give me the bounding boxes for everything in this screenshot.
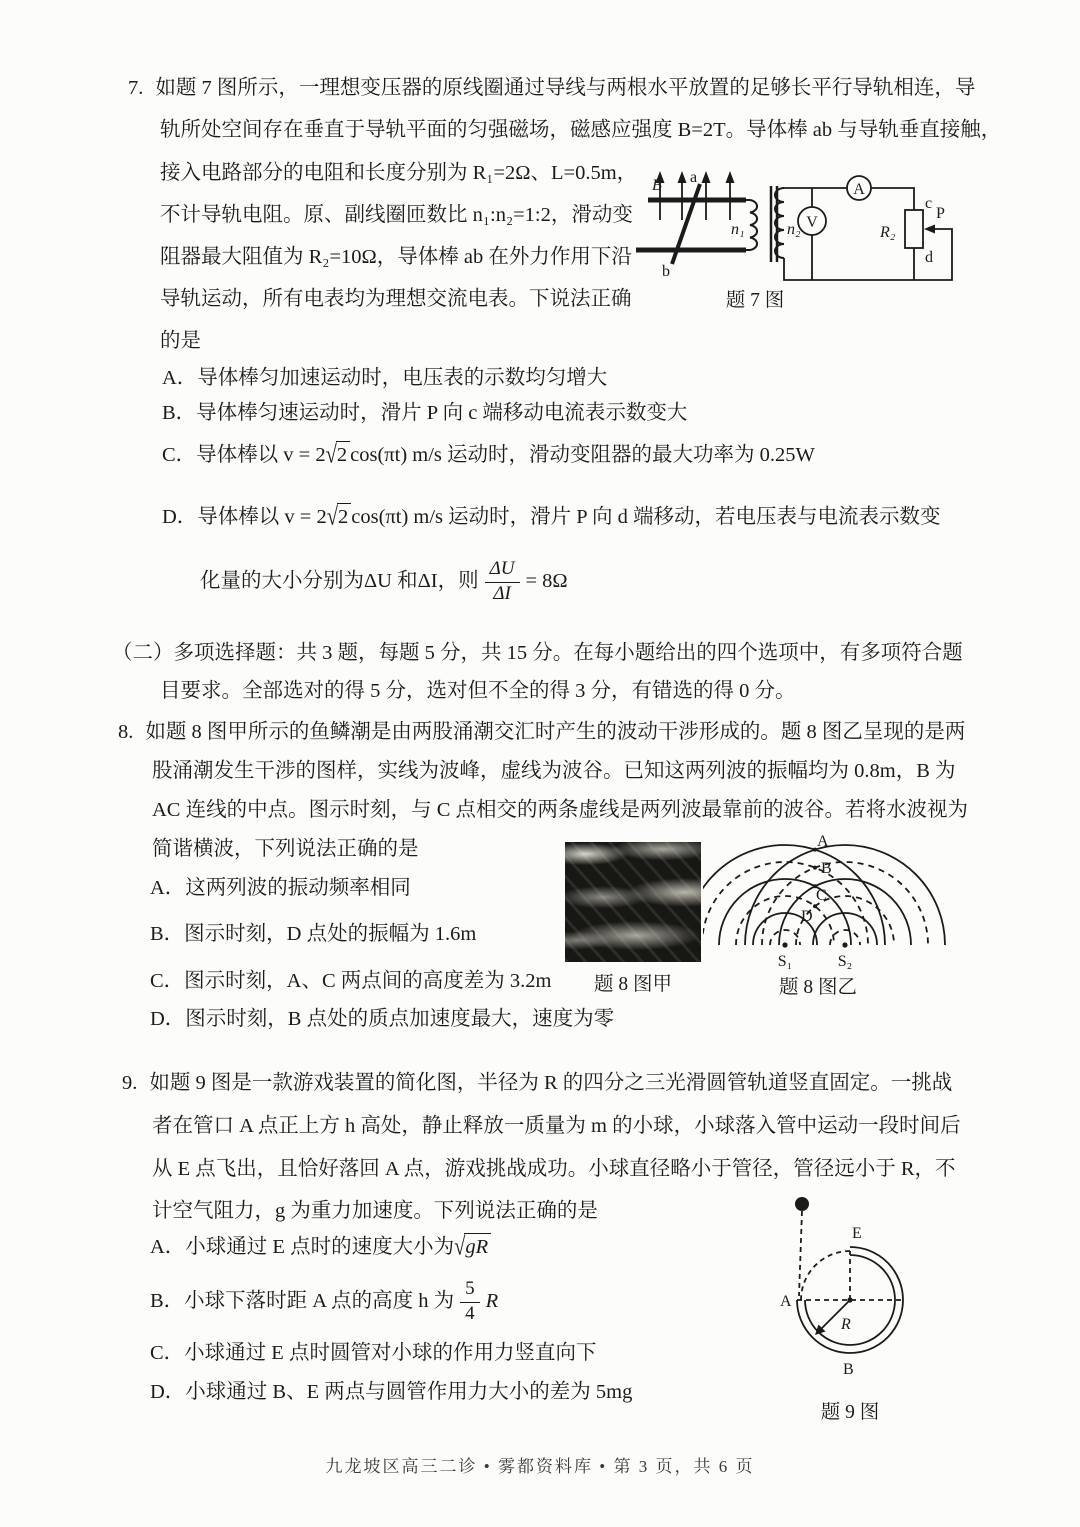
voltmeter-label: V <box>806 214 818 231</box>
q8-line-1 <box>118 720 965 746</box>
point-d-label: D <box>801 908 813 925</box>
q7-line-1 <box>128 76 975 102</box>
q9-figure-caption: 题 9 图 <box>820 1402 880 1423</box>
q8-option-a: A．这两列波的振动频率相同 <box>150 877 411 899</box>
fraction-5-4: $\frac{5}{4}$ <box>460 1279 480 1325</box>
q8-option-b: B．图示时刻，D 点处的振幅为 1.6m <box>150 923 477 945</box>
source-s2-label: S₂ <box>837 953 853 970</box>
point-c-label: C <box>816 887 827 904</box>
page-footer: 九龙坡区高三二诊 • 雾都资料库 • 第 3 页，共 6 页 <box>325 1457 755 1476</box>
q7-line-2: 轨所处空间存在垂直于导轨平面的匀强磁场，磁感应强度 B=2T。导体棒 ab 与导轨垂直接触， <box>160 119 1002 141</box>
slider-p-label: P <box>936 205 945 222</box>
q7-line-1-text: 如题 7 图所示，一理想变压器的原线圈通过导线与两根水平放置的足够长平行导轨相连，导 <box>155 77 976 99</box>
rod-bottom-label: b <box>662 263 670 280</box>
q7-line-5: 阻器最大阻值为 R₂=10Ω，导体棒 ab 在外力作用下沿 <box>160 246 632 268</box>
q9-option-d: D．小球通过 B、E 两点与圆管作用力大小的差为 5mg <box>150 1381 633 1403</box>
q8-photo-figure <box>565 842 701 962</box>
q8-photo-caption: 题 8 图甲 <box>593 974 672 995</box>
terminal-d-label: d <box>925 249 933 266</box>
q7-option-a: A．导体棒匀加速运动时，电压表的示数均匀增大 <box>162 367 608 389</box>
q9-line-1 <box>122 1071 952 1097</box>
source-s1-label: S₁ <box>777 953 793 970</box>
wave-arcs-s2 <box>745 845 945 945</box>
q9-number: 9. <box>122 1072 138 1094</box>
q7-line-4: 不计导轨电阻。原、副线圈匝数比 n₁:n₂=1:2，滑动变 <box>160 204 633 226</box>
ball-icon <box>795 1197 809 1211</box>
q8-line-1-text: 如题 8 图甲所示的鱼鳞潮是由两股涌潮交汇时产生的波动干涉形成的。题 8 图乙呈现的是两 <box>145 721 966 743</box>
q7-number: 7. <box>128 77 144 99</box>
q8-line-3: AC 连线的中点。图示时刻，与 C 点相交的两条虚线是两列波最靠前的波谷。若将水波视为 <box>152 799 969 821</box>
q8-line-2: 股涌潮发生干涉的图样，实线为波峰，虚线为波谷。已知这两列波的振幅均为 0.8m，B 为 <box>152 760 956 782</box>
q9-track-figure <box>742 1186 942 1386</box>
q7-line-3: 接入电路部分的电阻和长度分别为 R₁=2Ω、L=0.5m， <box>160 162 638 184</box>
transformer <box>746 186 784 262</box>
q7-figure-caption: 题 7 图 <box>725 290 785 311</box>
section2-line-2: 目要求。全部选对的得 5 分，选对但不全的得 3 分，有错选的得 0 分。 <box>160 680 796 702</box>
r2-label: R₂ <box>880 224 896 241</box>
q9-line-4: 计空气阻力，g 为重力加速度。下列说法正确的是 <box>152 1200 598 1222</box>
center-dot <box>847 1297 852 1302</box>
q9-option-b: B．小球下落时距 A 点的高度 h 为 $\frac{5}{4}$ R <box>150 1278 499 1324</box>
q7-option-d-line-2: 化量的大小分别为ΔU 和ΔI，则 $\frac{\Delta U}{\Delta I}$ = 8Ω <box>200 558 568 604</box>
q7-option-d: D．导体棒以 v = 2√2 cos(πt) m/s 运动时，滑片 P 向 d 端移动，若电压表与电流表示数变 <box>162 503 941 531</box>
n1-label: n₁ <box>731 221 745 238</box>
q8-option-d: D．图示时刻，B 点处的质点加速度最大，速度为零 <box>150 1008 615 1030</box>
q8-line-4: 简谐横波，下列说法正确的是 <box>152 838 419 860</box>
point-b-label: B <box>821 860 832 877</box>
ammeter-label: A <box>853 181 865 198</box>
q7-option-b: B．导体棒匀速运动时，滑片 P 向 c 端移动电流表示数变大 <box>162 402 688 424</box>
q9-option-a: A．小球通过 E 点时的速度大小为√gR <box>150 1233 491 1261</box>
q7-option-c: C．导体棒以 v = 2√2 cos(πt) m/s 运动时，滑动变阻器的最大功率为 0.25W <box>162 441 815 469</box>
q9-line-1-text: 如题 9 图是一款游戏装置的简化图，半径为 R 的四分之三光滑圆管轨道竖直固定。一挑战 <box>149 1072 953 1094</box>
point-e-label: E <box>852 1225 862 1242</box>
q9-option-c: C．小球通过 E 点时圆管对小球的作用力竖直向下 <box>150 1342 597 1364</box>
sqrt-symbol: √ <box>454 1233 466 1261</box>
q7-line-7: 的是 <box>160 330 201 352</box>
q8-wave-figure <box>703 834 963 974</box>
q8-option-c: C．图示时刻，A、C 两点间的高度差为 3.2m <box>150 970 552 992</box>
point-a-label: A <box>780 1293 792 1310</box>
q8-wave-caption: 题 8 图乙 <box>778 977 857 998</box>
q9-line-3: 从 E 点飞出，且恰好落回 A 点，游戏挑战成功。小球直径略小于管径，管径远小于 R，不 <box>152 1158 956 1180</box>
terminal-c-label: c <box>925 195 933 212</box>
section2-line-1: （二）多项选择题：共 3 题，每题 5 分，共 15 分。在每小题给出的四个选项中，有多项符合题 <box>112 642 963 664</box>
q9-line-2: 者在管口 A 点正上方 h 高处，静止释放一质量为 m 的小球，小球落入管中运动一段时间后 <box>152 1115 961 1137</box>
q8-number: 8. <box>118 721 134 743</box>
radius-r-label: R <box>841 1316 851 1333</box>
fraction-dU-dI: $\frac{\Delta U}{\Delta I}$ <box>485 559 520 605</box>
sqrt-symbol: √ <box>325 441 337 469</box>
point-b-label: B <box>843 1361 854 1378</box>
sqrt-symbol: √ <box>326 503 339 531</box>
rod-top-label: a <box>690 169 698 186</box>
n2-label: n₂ <box>787 221 801 238</box>
field-label: B <box>652 177 662 194</box>
point-a-label: A <box>817 834 829 850</box>
q7-line-6: 导轨运动，所有电表均为理想交流电表。下说法正确 <box>160 288 632 310</box>
